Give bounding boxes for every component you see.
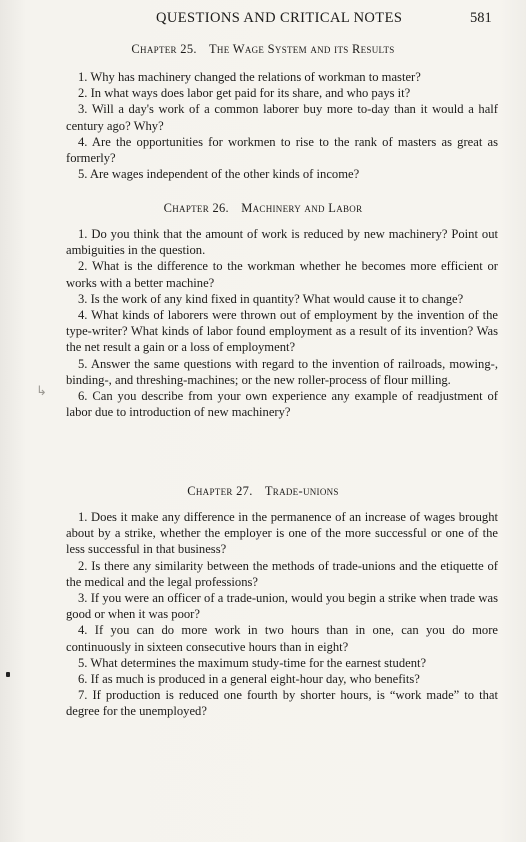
chapter-title: Machinery and Labor [241,201,363,215]
question: 5. Answer the same questions with regard to the invention of railroads, mowing-, binding-, and threshing-machines; or the new roller-process of flour milling. [66,356,498,387]
pencil-mark: ↳ [36,384,47,399]
chapter-26-heading [0,201,526,216]
chapter-label: Chapter 27. [187,484,253,498]
page-header [0,10,526,28]
chapter-25-questions [66,69,498,182]
question: 6. Can you describe from your own experience any example of readjustment of labor due to introduction of new machinery? [66,389,498,420]
question: 7. If production is reduced one fourth by shorter hours, is “work made” to that degree for the unemployed? [66,688,498,719]
question: 4. What kinds of laborers were thrown out of employment by the invention of the type-writer? What kinds of labor found employment as a result of its invention? Was the net result a gain or a loss of employment? [66,308,498,355]
question: 1. Do you think that the amount of work is reduced by new machinery? Point out ambiguities in the question. [66,227,498,258]
page-number: 581 [470,10,492,26]
chapter-title: Trade-unions [264,484,339,498]
chapter-26-questions [66,226,498,420]
question: 3. Is the work of any kind fixed in quantity? What would cause it to change? [78,291,464,306]
question: 2. What is the difference to the workman whether he becomes more efficient or works with a better machine? [66,259,498,290]
chapter-label: Chapter 25. [131,42,197,56]
ink-dot-mark [6,672,10,677]
chapter-25-heading [0,42,526,57]
running-title: QUESTIONS AND CRITICAL NOTES [156,10,403,26]
chapter-27-heading [0,484,526,499]
question: 2. In what ways does labor get paid for its share, and who pays it? [78,86,411,101]
question: 4. Are the opportunities for workmen to rise to the rank of masters as great as formerly? [66,134,498,166]
chapter-title: The Wage System and its Results [209,42,395,56]
question: 6. If as much is produced in a general eight-hour day, who benefits? [78,672,420,687]
chapter-27-questions [66,509,498,720]
question: 2. Is there any similarity between the methods of trade-unions and the etiquette of the medical and the legal professions? [66,558,498,589]
question: 1. Does it make any difference in the permanence of an increase of wages brought about by a strike, whether the employer is one of the more successful or one of the less successful in that business? [66,510,498,557]
question: 4. If you can do more work in two hours than in one, can you do more continuously in sixteen consecutive hours than in eight? [66,623,498,654]
question: 5. Are wages independent of the other kinds of income? [78,167,360,182]
chapter-label: Chapter 26. [163,201,229,215]
question: 1. Why has machinery changed the relations of workman to master? [78,70,421,84]
question: 3. If you were an officer of a trade-union, would you begin a strike when trade was good or when it was poor? [66,591,498,622]
question: 3. Will a day's work of a common laborer buy more to-day than it would a half century ago? Why? [66,102,498,133]
question: 5. What determines the maximum study-time for the earnest student? [78,655,427,670]
